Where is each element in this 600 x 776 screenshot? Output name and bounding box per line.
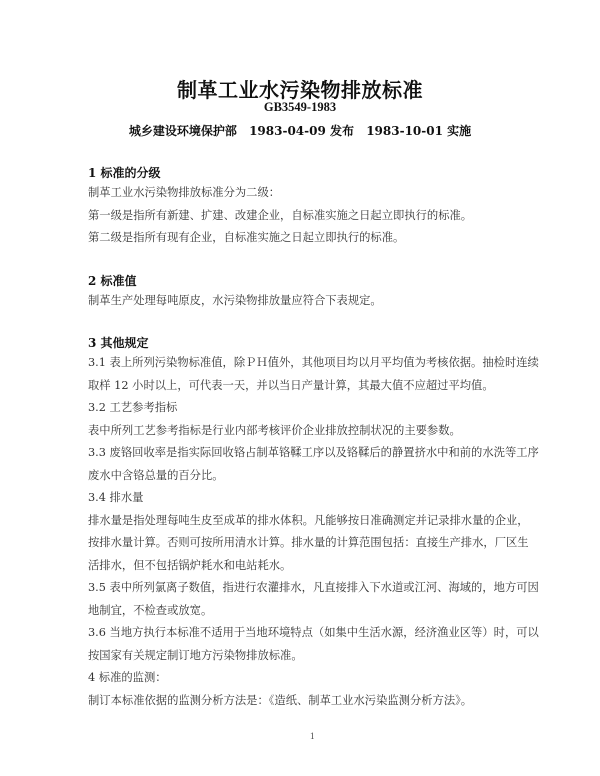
paragraph-line: 3.1 表上所列污染物标准值，除ＰＨ值外，其他项目均以月平均值为考核依据。抽检时连续 — [88, 356, 539, 369]
paragraph-line: 按排水量计算。否则可按所用清水计算。排水量的计算范围包括：直接生产排水，厂区生 — [88, 536, 529, 549]
paragraph-line: 排水量是指处理每吨生皮至成革的排水体积。凡能够按日准确测定并记录排水量的企业， — [88, 513, 529, 527]
paragraph-line: 第二级是指所有现有企业，自标准实施之日起立即执行的标准。 — [88, 231, 405, 244]
issuer: 城乡建设环境保护部 — [128, 124, 237, 138]
paragraph-line: 地制宜，不检查或放宽。 — [88, 603, 213, 617]
section-heading: 2 标准值 — [88, 273, 137, 288]
standard-code: GB3549-1983 — [263, 100, 337, 114]
paragraph-line: 3.4 排水量 — [88, 491, 144, 504]
paragraph-line: 4 标准的监测： — [88, 671, 167, 684]
paragraph-line: 第一级是指所有新建、扩建、改建企业，自标准实施之日起立即执行的标准。 — [88, 208, 473, 222]
paragraph-line: 制订本标准依据的监测分析方法是：《造纸、制革工业水污染监测分析方法》。 — [88, 693, 473, 707]
paragraph-line: 取样 12 小时以上，可代表一天，并以当日产量计算，其最大值不应超过平均值。 — [88, 378, 494, 392]
effective-date: 1983-10-01 实施 — [366, 124, 472, 138]
paragraph-line: 制革工业水污染物排放标准分为二级： — [88, 186, 281, 199]
document-title: 制革工业水污染物排放标准 — [177, 78, 423, 102]
section-heading: 1 标准的分级 — [88, 166, 161, 180]
paragraph-line: 3.6 当地方执行本标准不适用于当地环境特点（如集中生活水源，经济渔业区等）时，可以 — [88, 626, 539, 639]
paragraph-line: 3.5 表中所列氯离子数值，指进行农灌排水，凡直接排入下水道或江河、海域的，地方可因 — [88, 581, 539, 594]
document-body — [88, 164, 539, 712]
section-3 — [88, 334, 539, 712]
paragraph-line: 3.3 废铬回收率是指实际回收铬占制革铬鞣工序以及铬鞣后的静置挤水中和前的水洗等工序 — [88, 446, 539, 459]
paragraph-line: 废水中含铬总量的百分比。 — [88, 468, 224, 482]
issuing-info — [0, 122, 600, 139]
paragraph-line: 制革生产处理每吨原皮，水污染物排放量应符合下表规定。 — [88, 293, 382, 307]
paragraph-line: 活排水，但不包括锅炉耗水和电站耗水。 — [88, 558, 292, 572]
paragraph-line: 按国家有关规定制订地方污染物排放标准。 — [88, 648, 303, 662]
section-heading: 3 其他规定 — [88, 336, 149, 350]
section-1 — [88, 164, 528, 250]
issue-date: 1983-04-09 发布 — [249, 124, 354, 138]
paragraph-line: 3.2 工艺参考指标 — [88, 401, 178, 414]
page-number: 1 — [310, 731, 315, 741]
paragraph-line: 表中所列工艺参考指标是行业内部考核评价企业排放控制状况的主要参数。 — [88, 423, 461, 437]
section-2 — [88, 272, 528, 313]
